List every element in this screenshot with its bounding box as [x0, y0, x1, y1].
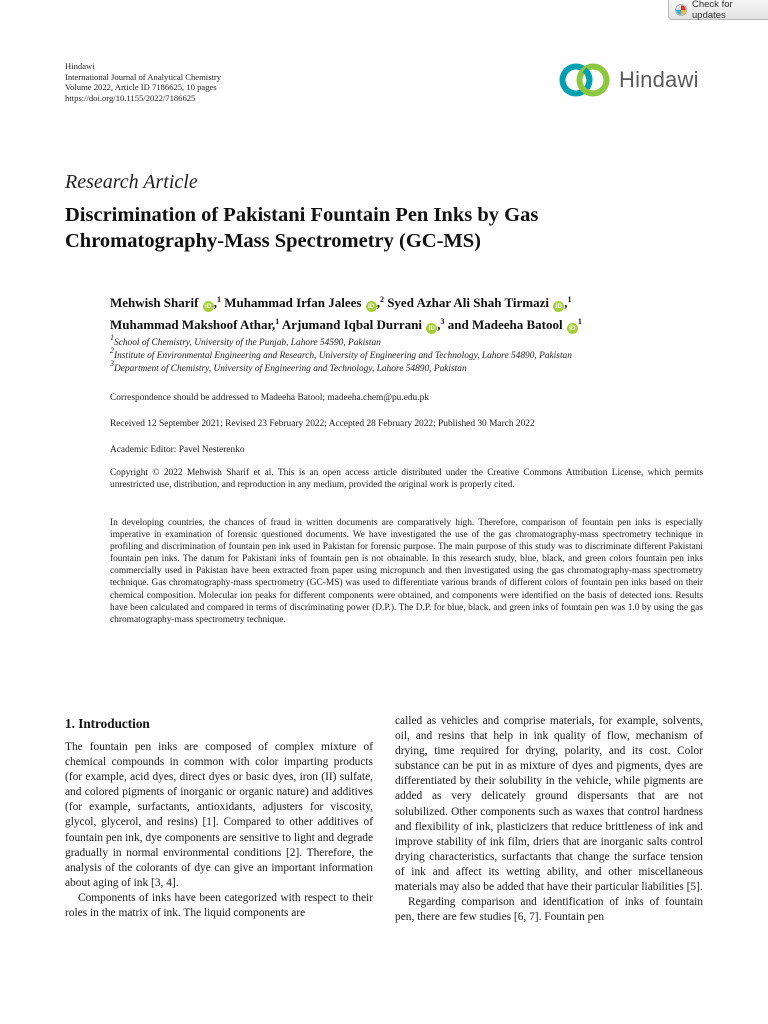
affiliation — [110, 346, 572, 363]
author — [448, 317, 582, 332]
body-paragraph: Regarding comparison and identification of inks of fountain pen, there are few studies [6, 7]. Fountain pen — [395, 896, 703, 924]
orcid-icon[interactable]: iD — [203, 301, 214, 312]
paper-title: Discrimination of Pakistani Fountain Pen Inks by Gas Chromatography-Mass Spectrometry (GC-MS) — [65, 204, 539, 252]
affiliation-sup: 3 — [440, 317, 445, 326]
hindawi-logo — [557, 62, 699, 98]
affiliation-text: Department of Chemistry, University of Engineering and Technology, Lahore 54890, Pakistan — [114, 364, 467, 374]
body-paragraph: Components of inks have been categorized with respect to their roles in the matrix of ink. The liquid components are — [65, 891, 373, 920]
author-name[interactable]: and Madeeha Batool — [447, 317, 563, 332]
body-paragraph: called as vehicles and comprise materials, for example, solvents, oil, and resins that help in ink quality of flow, mechanism of drying, time required for drying, polarity, and its cost. Color substance can be put in as mixture of dyes and pigments, dyes are differentiated by their solubility in the vehicle, while pigments are added as very delicately ground dispersants that are not solubilized. Other components such as waxes that control hardness and flexibility of ink, plasticizers that reduce brittleness of ink and improve stability of ink film, driers that are inorganic salts control drying characteristics, surfactants that change the surface tension of ink and affect its wetting ability, and other miscellaneous materials may also be added that have their particular liabilities [5]. — [395, 715, 703, 894]
check-for-updates-label: Check for updates — [692, 0, 733, 21]
orcid-icon[interactable]: iD — [553, 301, 564, 312]
orcid-icon[interactable]: iD — [366, 301, 377, 312]
copyright-notice: Copyright © 2022 Mehwish Sharif et al. This is an open access article distributed under the Creative Commons Attribution License, which permits unrestricted use, distribution, and reproduction in any medium, provided the original work is properly cited. — [110, 468, 703, 491]
section-heading-introduction: 1. Introduction — [65, 716, 150, 731]
author — [110, 317, 279, 332]
affiliation-sup: 2 — [110, 346, 114, 355]
doi-link[interactable]: https://doi.org/10.1155/2022/7186625 — [65, 92, 196, 103]
author-name[interactable]: Muhammad Makshoof Athar, — [110, 317, 276, 332]
author: Mehwish Sharif iD ,$^1$ — [110, 295, 221, 310]
affiliation-text: School of Chemistry, University of the Punjab, Lahore 54590, Pakistan — [114, 338, 381, 348]
hindawi-rings-icon — [557, 62, 613, 98]
crossmark-icon — [675, 4, 687, 16]
author-name[interactable]: Arjumand Iqbal Durrani — [281, 317, 422, 332]
hindawi-wordmark: Hindawi — [619, 67, 699, 92]
orcid-icon[interactable]: iD — [426, 323, 437, 334]
affiliation-sup: 1 — [275, 317, 280, 326]
journal-meta — [65, 61, 221, 103]
volume-info: Volume 2022, Article ID 7186625, 10 pages — [65, 82, 217, 93]
affiliation-sup: 3 — [110, 359, 114, 368]
affiliation-sup: 2 — [379, 295, 384, 304]
author: Muhammad Irfan Jalees iD ,$^2$ — [224, 295, 384, 310]
article-type: Research Article — [65, 171, 198, 193]
author-name[interactable]: Mehwish Sharif — [110, 295, 199, 310]
affiliation — [110, 333, 572, 350]
publisher-name: Hindawi — [65, 61, 95, 71]
author: Syed Azhar Ali Shah Tirmazi iD ,$^1$ — [387, 295, 572, 310]
journal-name: International Journal of Analytical Chemistry — [65, 71, 222, 82]
affiliation — [110, 359, 572, 376]
author-name[interactable]: Syed Azhar Ali Shah Tirmazi — [387, 295, 550, 310]
author-name[interactable]: Muhammad Irfan Jalees — [224, 295, 362, 310]
publication-dates: Received 12 September 2021; Revised 23 February 2022; Accepted 28 February 2022; Published 30 March 2022 — [110, 419, 535, 429]
abstract: In developing countries, the chances of fraud in written documents are comparatively high. Therefore, comparison of fountain pen inks is especially imperative in examination of forensic questioned documents. We have investigated the use of the gas chromatography-mass spectrometry technique in profiling and discrimination of fountain pen ink used in Pakistan for forensic purpose. The main purpose of this study was to discriminate different Pakistani fountain pen inks. The datum for Pakistani inks of fountain pen is not obtainable. In this research study, blue, black, and green colors fountain pen inks commercially used in Pakistan have been extracted from paper using micropunch and then investigated using the gas chromatography-mass spectrometry technique. Gas chromatography-mass spectrometry (GC-MS) was used to differentiate various brands of different colors of fountain pen inks based on their chemical composition. Molecular ion peaks for different components were obtained, and components were identified on the basis of detected ions. Results have been calculated and compared in terms of discriminating power (D.P.). The D.P. for blue, black, and green inks of fountain pen was 1.0 by using the gas chromatography-mass spectrometry technique. — [110, 518, 703, 625]
affiliation-text: Institute of Environmental Engineering and Research, University of Engineering and Technology, Lahore 54890, Pakistan — [114, 351, 572, 361]
check-for-updates-badge[interactable] — [668, 0, 768, 20]
affiliation-sup: 1 — [577, 317, 582, 326]
affiliation-sup: 1 — [216, 295, 221, 304]
orcid-icon[interactable]: iD — [567, 323, 578, 334]
body-paragraph: The fountain pen inks are composed of complex mixture of chemical compounds in common with color imparting products (for example, acid dyes, direct dyes or basic dyes, iron (II) sulfate, and colored pigments of inorganic or organic nature) and additives (for example, surfactants, antioxidants, adjusters for viscosity, glycol, glycerol, and resins) [1]. Compared to other additives of fountain pen ink, dye components are sensitive to light and degrade gradually in normal environmental conditions [2]. Therefore, the analysis of the colorants of dye can give an important information about aging of ink [3, 4]. — [65, 741, 373, 889]
body-column-right — [395, 714, 703, 925]
author: Arjumand Iqbal Durrani iD ,$^3$ — [281, 317, 445, 332]
affiliation-sup: 1 — [110, 333, 114, 342]
body-column-left — [65, 740, 373, 921]
affiliation-list — [110, 333, 572, 376]
author-list — [110, 292, 670, 336]
affiliation-sup: 1 — [567, 295, 572, 304]
correspondence-line: Correspondence should be addressed to Madeeha Batool; madeeha.chem@pu.edu.pk — [110, 393, 429, 403]
academic-editor: Academic Editor: Pavel Nesterenko — [110, 445, 245, 455]
